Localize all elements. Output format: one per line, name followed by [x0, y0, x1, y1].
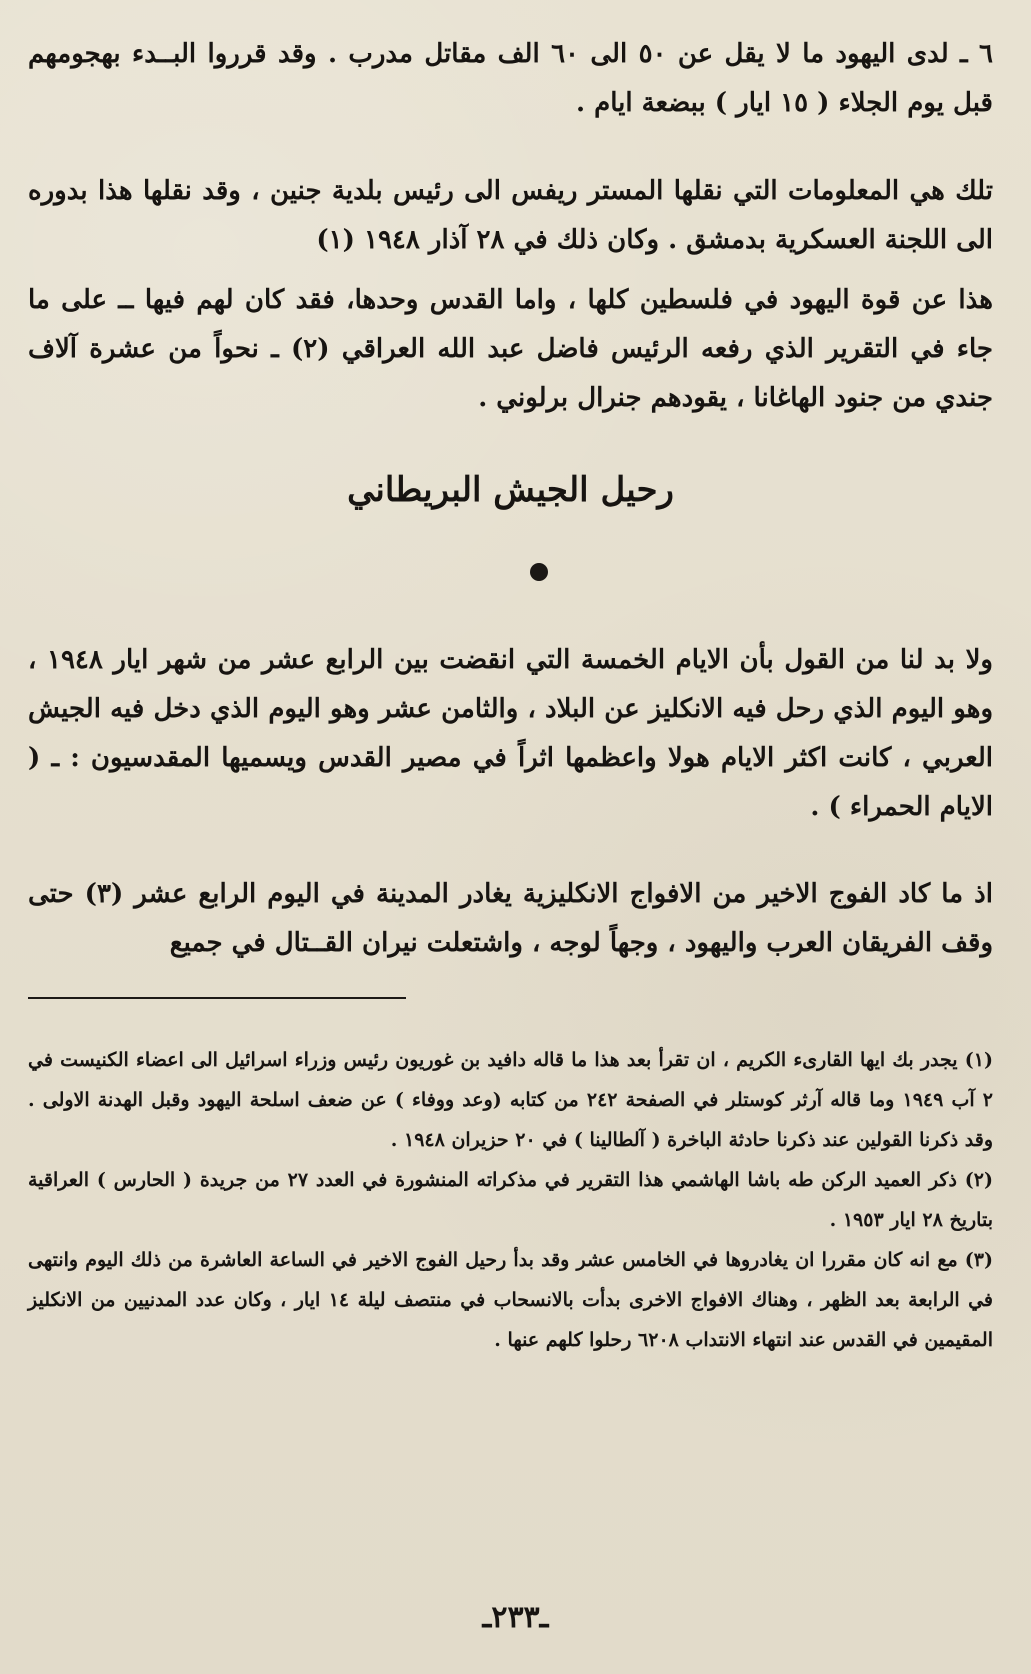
paragraph-2: تلك هي المعلومات التي نقلها المستر ريفس الى رئيس بلدية جنين ، وقد نقلها هذا بدوره الى اللجنة العسكرية بدمشق . وكان ذلك في ٢٨ آذار ١٩٤٨ (١) [28, 176, 993, 255]
paragraph-5: اذ ما كاد الفوج الاخير من الافواج الانكليزية يغادر المدينة في اليوم الرابع عشر (٣) حتى وقف الفريقان العرب واليهود ، وجهاً لوجه ، واشتعلت نيران القــتال في جميع [28, 879, 993, 958]
page-number: ـ٢٣٣ـ [482, 1600, 549, 1635]
footnote-3: (٣) مع انه كان مقررا ان يغادروها في الخامس عشر وقد بدأ رحيل الفوج الاخير في الساعة العاشرة من ذلك اليوم وانتهى في الرابعة بعد الظهر ، وهناك الافواج الاخرى بدأت بالانسحاب في منتصف ليلة ١٤ ايار ، وكان عدد المدنيين من الانكليز المقيمين في القدس عند انتهاء الانتداب ٦٢٠٨ رحلوا كلهم عنها . [28, 1249, 993, 1351]
footnote-1: (١) يجدر بك ايها القارىء الكريم ، ان تقرأ بعد هذا ما قاله دافيد بن غوريون رئيس وزراء اسرائيل الى اعضاء الكنيست في ٢ آب ١٩٤٩ وما قاله آرثر كوستلر في الصفحة ٢٤٢ من كتابه (وعد ووفاء ) عن ضعف اسلحة اليهود وقبل الهدنة الاولى . وقد ذكرنا القولين عند ذكرنا حادثة الباخرة ( آلطالينا ) في ٢٠ حزيران ١٩٤٨ . [28, 1049, 993, 1151]
paragraph-3: هذا عن قوة اليهود في فلسطين كلها ، واما القدس وحدها، فقد كان لهم فيها ــ على ما جاء في التقرير الذي رفعه الرئيس فاضل عبد الله العراقي (٢) ـ نحواً من عشرة آلاف جندي من جنود الهاغانا ، يقودهم جنرال برلوني . [28, 285, 993, 413]
footnotes [28, 1040, 993, 1360]
footnote-separator [28, 997, 406, 999]
footnote-2: (٢) ذكر العميد الركن طه باشا الهاشمي هذا التقرير في مذكراته المنشورة في العدد ٢٧ من جريدة ( الحارس ) العراقية بتاريخ ٢٨ ايار ١٩٥٣ . [28, 1169, 993, 1231]
section-bullet-icon [530, 563, 548, 581]
paragraph-4: ولا بد لنا من القول بأن الايام الخمسة التي انقضت بين الرابع عشر من شهر ايار ١٩٤٨ ، وهو اليوم الذي رحل فيه الانكليز عن البلاد ، والثامن عشر وهو اليوم الذي دخل فيه الجيش العربي ، كانت اكثر الايام هولا واعظمها اثراً في مصير القدس ويسميها المقدسيون : ـ ( الايام الحمراء ) . [28, 645, 993, 822]
paragraph-1: ٦ ـ لدى اليهود ما لا يقل عن ٥٠ الى ٦٠ الف مقاتل مدرب . وقد قرروا البــدء بهجومهم قبل يوم الجلاء ( ١٥ ايار ) ببضعة ايام . [28, 39, 994, 118]
section-heading: رحيل الجيش البريطاني [347, 470, 674, 510]
